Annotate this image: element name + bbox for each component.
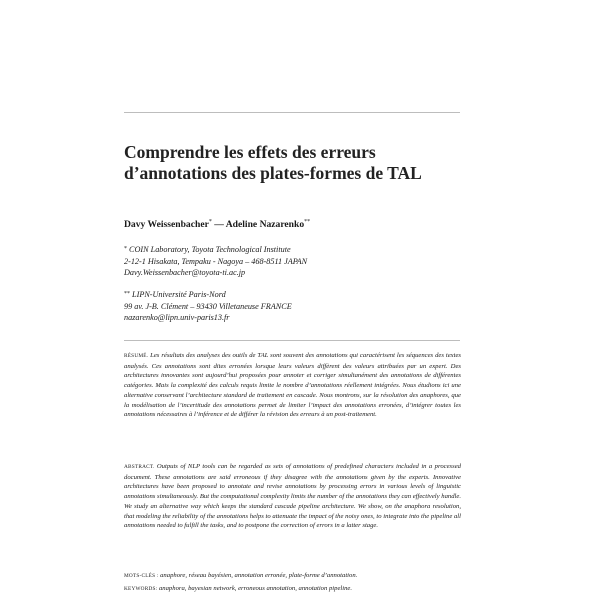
abstract-label: ABSTRACT. [124, 464, 155, 470]
keywords-text: anaphora, bayesian network, erroneous annotation, annotation pipeline. [158, 585, 353, 592]
mots-cles-label: MOTS-CLÉS : [124, 573, 159, 579]
affiliation-1-line-1 [124, 244, 464, 256]
keywords-line [124, 584, 461, 595]
affiliation-1-email: Davy.Weissenbacher@toyota-ti.ac.jp [124, 268, 246, 278]
abstract-text: Outputs of NLP tools can be regarded as sets of annotations of predefined characters included in a processed document. These annotations are said erroneous if they disagree with the annotations given by the experts. Innovative architectures have been proposed to annotate and revise annotations by processing errors in various levels of linguistic annotations simultaneously. But the computational complexity limits the number of the annotations they can effectively handle. We study an alternative way which keeps the standard cascade pipeline architecture. We show, on the anaphora resolution, that modeling the reliability of the annotations helps to attenuate the impact of the noisy ones, to integrate into the pipeline all annotations needed to fulfill the tasks, and to postpone the correction of errors in a latter stage. [124, 463, 461, 530]
abstract-rule [124, 340, 460, 341]
affiliation-1-mark: * [124, 246, 127, 252]
resume-label: RÉSUMÉ. [124, 353, 149, 359]
top-rule [124, 112, 460, 113]
title-line-1: Comprendre les effets des erreurs [124, 142, 376, 162]
affiliation-2-institution: LIPN-Université Paris-Nord [132, 290, 226, 299]
resume-text: Les résultats des analyses des outils de TAL sont souvent des annotations qui caractérisent les séquences des textes analysés. Ces annotations sont dites erronées lorsque leurs valeurs diffèrent des valeurs attribuées par un expert. Des architectures innovantes sont aujourd’hui proposées pour annoter et corriger simultanément des annotations de différentes catégories. Mais la complexité des calculs requis limite le nombre d’annotations réellement intégrées. Nous étudions ici une alternative conservant l’architecture standard de traitement en cascade. Nous montrons, sur la résolution des anaphores, que la modélisation de l’incertitude des annotations permet de limiter l’impact des annotations erronées, d’intégrer toutes les annotations nécessaires à l’inférence et de différer la révision des erreurs à un post-traitement. [124, 352, 461, 419]
paper-title [124, 142, 464, 184]
affiliation-1-institution: COIN Laboratory, Toyota Technological Institute [129, 245, 291, 254]
author-line [124, 219, 310, 230]
affiliation-2-email: nazarenko@lipn.univ-paris13.fr [124, 313, 230, 323]
affiliation-2-address: 99 av. J-B. Clément – 93430 Villetaneuse FRANCE [124, 301, 292, 311]
abstract-paragraph [124, 462, 461, 531]
author-separator: — [211, 219, 226, 231]
mots-cles-text: anaphore, réseau bayésien, annotation erronée, plate-forme d’annotation. [160, 572, 358, 579]
resume-paragraph [124, 351, 461, 420]
title-line-2: d’annotations des plates-formes de TAL [124, 163, 422, 183]
author-2-mark: ** [304, 219, 311, 225]
author-1: Davy Weissenbacher [124, 219, 209, 231]
mots-cles-line [124, 571, 461, 582]
affiliation-1-address: 2-12-1 Hisakata, Tempaku - Nagoya – 468-8511 JAPAN [124, 256, 308, 266]
author-1-mark: * [208, 219, 212, 225]
author-2: Adeline Nazarenko [225, 219, 305, 231]
affiliation-2-mark: ** [124, 291, 130, 297]
affiliation-2-line-1 [124, 289, 464, 301]
affiliation-2 [124, 289, 464, 324]
keywords-label: KEYWORDS: [124, 586, 158, 592]
affiliation-1 [124, 244, 464, 279]
